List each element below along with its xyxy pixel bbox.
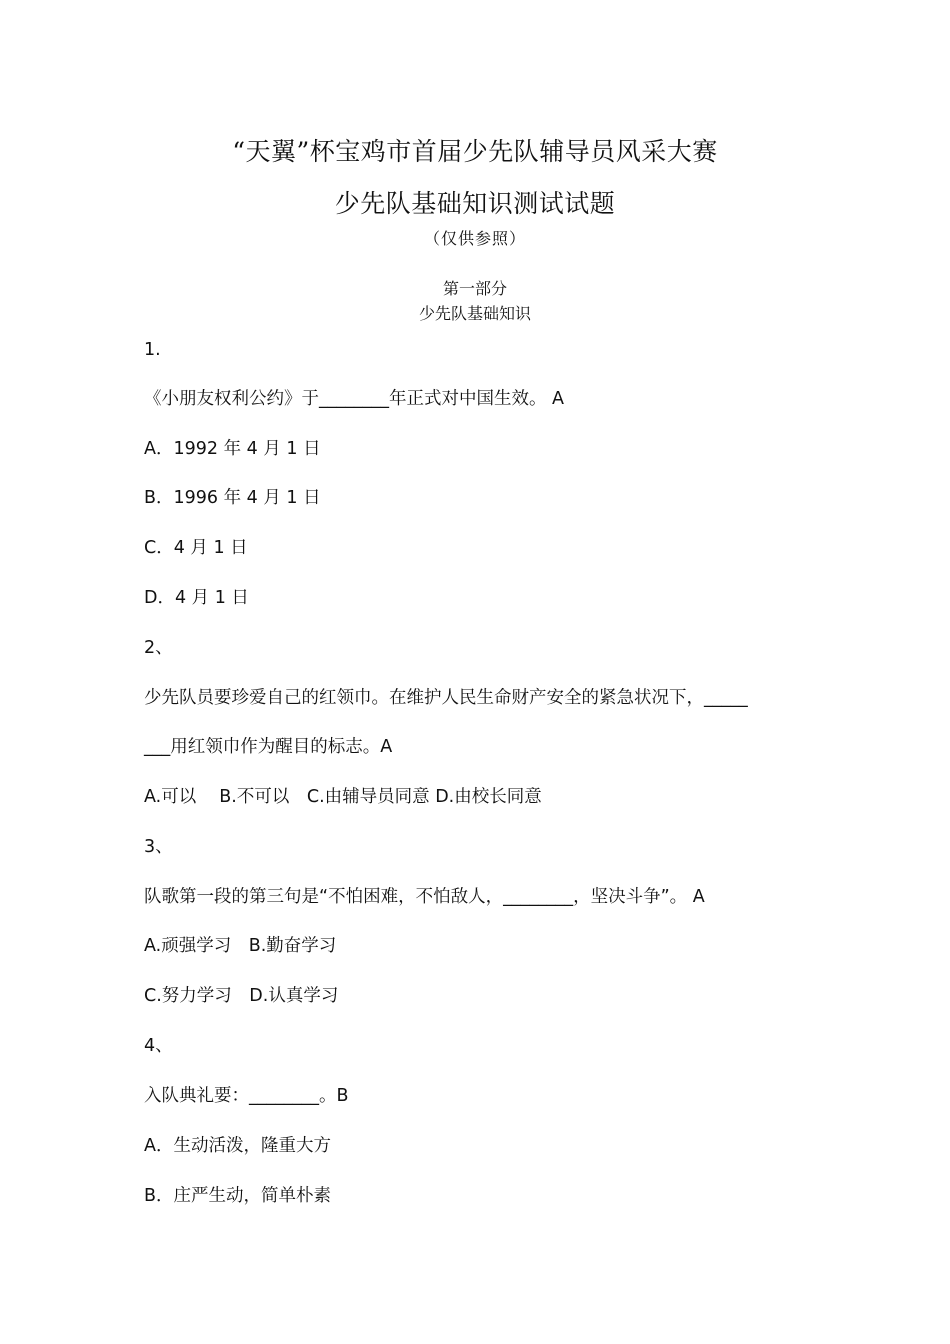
option-a: A．1992 年 4 月 1 日: [144, 439, 321, 459]
question-stem: 《小朋友权利公约》于________年正式对中国生效。 A: [144, 389, 565, 409]
document-title: “天翼”杯宝鸡市首届少先队辅导员风采大赛: [232, 137, 718, 166]
document-note: （仅供参照）: [423, 229, 526, 248]
question-stem-line-2: ___用红领巾作为醒目的标志。A: [144, 737, 393, 757]
document-subtitle: 少先队基础知识测试试题: [334, 189, 616, 218]
options-line-1: A.顽强学习 B.勤奋学习: [144, 936, 337, 956]
question-stem-line-1: 少先队员要珍爱自己的红领巾。在维护人民生命财产安全的紧急状况下，_____: [144, 688, 748, 708]
question-stem: 队歌第一段的第三句是“不怕困难，不怕敌人，________，坚决斗争”。 A: [144, 887, 705, 907]
options-line: A.可以 B.不可以 C.由辅导员同意 D.由校长同意: [144, 787, 542, 807]
question-stem: 入队典礼要：________。B: [144, 1086, 349, 1106]
option-b: B．1996 年 4 月 1 日: [144, 488, 321, 508]
question-number: 4、: [144, 1036, 173, 1056]
option-d: D．4 月 1 日: [144, 588, 249, 608]
option-b: B．庄严生动，简单朴素: [144, 1186, 332, 1206]
question-number: 3、: [144, 837, 173, 857]
part-heading: 第一部分: [442, 279, 507, 298]
option-c: C．4 月 1 日: [144, 538, 248, 558]
options-line-2: C.努力学习 D.认真学习: [144, 986, 339, 1006]
question-number: 1.: [144, 340, 161, 360]
part-name: 少先队基础知识: [418, 304, 531, 323]
option-a: A．生动活泼，隆重大方: [144, 1136, 331, 1156]
question-number: 2、: [144, 638, 173, 658]
